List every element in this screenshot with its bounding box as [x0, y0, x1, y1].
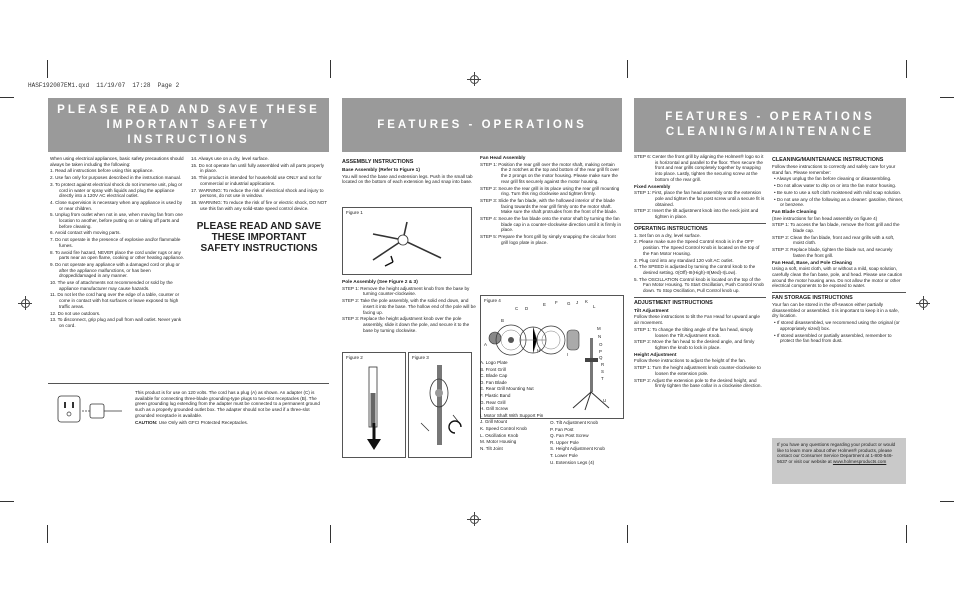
- divider: [48, 383, 329, 384]
- crop-mark: [906, 525, 907, 543]
- list-item: • If stored assembled or partially assembled, remember to protect the fan head from dust.: [774, 332, 892, 344]
- file-slug: HASF192007EM1.qxd 11/19/07 17:28 Page 2: [28, 82, 180, 89]
- assembly-heading: ASSEMBLY INSTRUCTIONS: [342, 159, 414, 165]
- banner-line: FEATURES - OPERATIONS: [377, 118, 587, 131]
- cleaning-column: [772, 154, 906, 345]
- pole-assembly-column: [342, 278, 476, 334]
- list-item: 4. Close supervision is necessary when any appliance is used by or near children.: [50, 199, 183, 211]
- step-item: STEP 1: First, place the fan head assembly onto the extension pole and tighten the fan post screw until a secure fit is obtained.: [634, 190, 765, 207]
- list-item: L. Oscillation Knob: [480, 432, 519, 438]
- list-item: F. Plastic Band: [480, 392, 511, 398]
- figure-letter: U: [603, 398, 607, 403]
- figure-letter: F: [555, 300, 558, 305]
- plug-note: [135, 390, 325, 426]
- figure-letter: R: [601, 362, 605, 367]
- list-item: • Do not use any of the following as a cleaner: gasoline, thinner, or benzene.: [774, 196, 904, 208]
- crop-mark: [627, 525, 628, 543]
- list-item: • Always unplug the fan before cleaning or disassembling.: [774, 176, 892, 182]
- list-item: H. Grill Screw: [480, 406, 509, 412]
- crop-mark: [627, 60, 628, 78]
- tilt-heading: Tilt Adjustment: [634, 308, 669, 314]
- list-item: 7. Do not operate in the presence of explosive and/or flammable fumes.: [50, 237, 181, 248]
- list-item: 9. Do not operate any appliance with a damaged cord or plug or after the appliance malfunctions, or has been dropped/damaged in any manner.: [50, 261, 180, 279]
- step-item: STEP 2: Clean the fan blade, front and rear grills with a soft, moist cloth.: [772, 234, 895, 246]
- caution-text: Use Only with GFCI Protected Receptacles.: [158, 419, 249, 425]
- list-item: I. Motor Shaft With Support Pin: [480, 412, 544, 418]
- list-item: R. Upper Pole: [550, 439, 579, 445]
- list-item: 10. The use of attachments not recommended or sold by the appliance manufacturer may cause hazards.: [50, 280, 173, 291]
- crop-mark: [0, 97, 14, 98]
- operating-heading: OPERATING INSTRUCTIONS: [634, 223, 766, 233]
- list-item: 2. Please make sure the Speed Control Knob is in the OFF position. The Speed Control Knob is located on the top of the Fan Motor Housing.: [634, 239, 760, 256]
- figure-letter: E: [543, 302, 546, 307]
- list-item: U. Extension Legs (4): [550, 459, 595, 465]
- registration-mark-left: [18, 296, 32, 310]
- crop-mark: [47, 60, 48, 78]
- list-item: 14. Always use on a dry, level surface.: [191, 156, 269, 161]
- adjustment-heading: ADJUSTMENT INSTRUCTIONS: [634, 297, 766, 307]
- step-item: STEP 6: Center the front grill by aligning the Holmes® logo so it is horizontal and parallel to the floor. Then secure the front and rear grills completely together by snapping into place. Lastly, tighten the securing screw at the bottom of the rear grill.: [634, 154, 764, 182]
- registration-mark-top: [467, 72, 481, 86]
- crop-mark: [940, 501, 954, 502]
- figure-letter: Q: [599, 355, 603, 360]
- list-item: T. Lower Pole: [550, 452, 578, 458]
- pole-assembly-heading: Pole Assembly (See Figure 2 & 3): [342, 280, 418, 285]
- figure-letter: I: [567, 352, 569, 357]
- safety-column-right: [191, 156, 327, 254]
- contact-text: If you have any questions regarding your product or would like to learn more about other Holmes® products, please contact our Consumer Service Department at 1-800-546-5637 or visit our website at: [777, 442, 896, 465]
- plug-illustration: [52, 390, 130, 430]
- list-item: 15. Do not operate fan until fully assembled with all parts properly in place.: [191, 162, 325, 174]
- list-item: M. Motor Housing: [480, 439, 517, 445]
- figure-label: Figure 1: [346, 210, 363, 215]
- head-base-pole-heading: Fan Head, Base, and Pole Cleaning: [772, 260, 852, 266]
- fan-head-heading: Fan Head Assembly: [480, 156, 526, 161]
- storage-heading: FAN STORAGE INSTRUCTIONS: [772, 292, 906, 302]
- cleaning-heading: CLEANING/MAINTENANCE INSTRUCTIONS: [772, 157, 884, 163]
- list-item: 2. Use fan only for purposes described in the instruction manual.: [50, 175, 181, 181]
- list-item: B. Front Grill: [480, 366, 506, 372]
- list-item: E. Rear Grill Mounting Nut: [480, 386, 534, 392]
- figure-letter: O: [599, 342, 603, 347]
- crop-mark: [330, 525, 331, 543]
- list-item: 12. Do not use outdoors.: [50, 310, 101, 316]
- blade-cleaning-heading: Fan Blade Cleaning: [772, 209, 817, 215]
- step-item: STEP 2: Take the pole assembly, with the solid end down, and insert it into the base. The hollow end of the pole will be facing up.: [342, 298, 476, 315]
- list-item: 8. To avoid fire hazard, NEVER place the cord under rugs or any parts near an open flame, cooking or other heating appliance.: [50, 249, 185, 261]
- figure-letter: D: [525, 306, 529, 311]
- head-base-pole-text: Using a soft, moist cloth, with or without a mild, soap solution, carefully clean the fan base, pole, and head. Please use caution around the motor housing area. Do not allow the motor or other electrical components to be exposed to water.: [772, 266, 903, 289]
- step-item: STEP 3: Slide the fan blade, with the hollowed interior of the blade facing towards the rear grill firmly onto the motor shaft. Make sure the shaft protrudes from the front of the blade.: [480, 197, 618, 215]
- figure-letter: J: [576, 300, 579, 305]
- list-item: 5. Unplug from outlet when not in use, when moving fan from one location to another, before putting on or taking off parts and before cleaning.: [50, 212, 183, 229]
- step-item: STEP 2: Move the fan head to the desired angle, and firmly tighten the knob to lock in place.: [634, 339, 755, 350]
- safety-intro: When using electrical appliances, basic safety precautions should always be taken including the following:: [50, 156, 184, 167]
- base-assembly-heading: Base Assembly (Refer to Figure 1): [342, 168, 420, 173]
- step-item: STEP 1: To change the tilting angle of the fan head, simply loosen the Tilt Adjustment Knob.: [634, 326, 754, 338]
- registration-mark-right: [916, 296, 930, 310]
- list-item: Q. Fan Post Screw: [550, 433, 589, 439]
- contact-box: [772, 438, 906, 484]
- list-item: • Do not allow water to drip on or into the fan motor housing.: [774, 183, 897, 189]
- banner-line: CLEANING/MAINTENANCE: [665, 126, 875, 138]
- step-item: STEP 3: Replace the height adjustment knob over the pole assembly, slide it down the pole, and secure it to the base by turning clockwise.: [342, 316, 470, 333]
- list-item: K. Speed Control Knob: [480, 425, 527, 431]
- safety-banner: [48, 98, 329, 152]
- list-item: 1. Set fan on a dry, level surface.: [634, 232, 701, 238]
- operations-column: [634, 154, 766, 390]
- cleaning-intro: Follow these instructions to correctly and safely care for your stand fan. Please remember:: [772, 164, 896, 175]
- figure-letter: B: [501, 318, 504, 323]
- crop-mark: [906, 60, 907, 78]
- assembly-column: [342, 156, 476, 186]
- list-item: 5. The OSCILLATION Control knob is located on the top of the Fan Motor Housing. To Start Oscillation, Push Control Knob down. To Stop Oscillation, Pull Control knob up.: [634, 276, 764, 294]
- list-item: 1. Read all instructions before using this appliance.: [50, 168, 154, 174]
- banner-line: PLEASE READ AND SAVE THESE: [57, 103, 320, 116]
- list-item: 13. To disconnect, grip plug and pull from wall outlet. Never yank on cord.: [50, 317, 182, 328]
- cleaning-banner: [634, 98, 906, 152]
- list-item: • Be sure to use a soft cloth moistened with mild soap solution.: [774, 189, 902, 195]
- tilt-intro: Follow these instructions to tilt the Fan Head for upward angle air movement.: [634, 314, 760, 326]
- step-item: STEP 2: Adjust the extension pole to the desired height, and firmly tighten the base collar in a clockwise direction.: [634, 377, 762, 389]
- list-item: G. Rear Grill: [480, 399, 506, 405]
- crop-mark: [330, 60, 331, 78]
- list-item: 4. The SPEED is adjusted by turning the control knob to the desired setting. 0(Off)-III(High)-II(Med)-I(Low).: [634, 264, 756, 275]
- list-item: 6. Avoid contact with moving parts.: [50, 230, 121, 236]
- figure-letter: P: [599, 349, 602, 354]
- figure-letter: M: [597, 326, 601, 331]
- figure-letter: N: [598, 334, 602, 339]
- crop-mark: [0, 501, 14, 502]
- fixed-assembly-heading: Fixed Assembly: [634, 184, 671, 190]
- blade-cleaning-intro: (See instructions for fan head assembly on figure 4): [772, 215, 878, 221]
- caution-label: CAUTION:: [135, 419, 158, 425]
- step-item: STEP 1: Remove the height adjustment knob from the base by turning counter-clockwise.: [342, 285, 470, 297]
- step-item: STEP 1: To access the fan blade, remove the front grill and the blade cap.: [772, 222, 900, 234]
- fan-head-column: [480, 154, 622, 247]
- list-item: 3. Plug cord into any standard 120 volt AC outlet.: [634, 257, 734, 263]
- list-item: O. Tilt Adjustment Knob: [550, 420, 599, 425]
- figure-letter: T: [601, 376, 604, 381]
- figure-3: [408, 352, 472, 458]
- step-item: STEP 1: Position the rear grill over the motor shaft, making certain the 2 notches at the top and bottom of the rear grill fit over the 2 prongs on the motor housing. Please make sure the rear grill fits securely against the motor housing.: [480, 161, 619, 184]
- step-item: STEP 4: Secure the fan blade onto the motor shaft by turning the fan blade cap in a counter-clockwise direction until it is firmly in place.: [480, 216, 621, 233]
- figure-letter: L: [593, 304, 596, 309]
- features-banner: [342, 98, 622, 152]
- figure-letter: C: [515, 306, 519, 311]
- height-heading: Height Adjustment: [634, 352, 677, 358]
- registration-mark-bottom: [467, 512, 481, 526]
- crop-mark: [47, 525, 48, 543]
- list-item: 3. To protect against electrical shock do not immerse unit, plug or cord in water or spray with liquids and plug the appliance directly into a 120V AC electrical outlet.: [50, 181, 183, 199]
- list-item: • If stored disassembled, we recommend using the original (or appropriately sized) box.: [774, 320, 900, 331]
- list-item: 11. Do not let the cord hang over the edge of a table, counter or come in contact with hot surfaces or leave exposed to high traffic areas.: [50, 292, 180, 309]
- list-item: N. Tilt Joint: [480, 445, 503, 451]
- base-assembly-text: You will need the base and extension legs. Push in the small tab located on the bottom of each extension leg and snap into base.: [342, 173, 473, 185]
- list-item: 17. WARNING: To reduce the risk of electrical shock and injury to persons, do not use in window.: [191, 187, 324, 199]
- step-item: STEP 2: Insert the tilt adjustment knob into the neck joint and tighten in place.: [634, 208, 759, 220]
- step-item: STEP 5: Prepare the front grill by simply snapping the circular front grill logo plate in place.: [480, 234, 616, 245]
- list-item: J. Grill Mount: [480, 419, 508, 425]
- figure-letter: H: [537, 348, 541, 353]
- crop-mark: [940, 97, 954, 98]
- step-item: STEP 3: Replace blade, tighten the blade nut, and securely fasten the front grill.: [772, 247, 893, 258]
- storage-text: Your fan can be stored in the off-season either partially disassembled or assembled. It is important to keep it in a safe, dry location.: [772, 302, 899, 319]
- figure-letter: A: [484, 342, 487, 347]
- parts-list-right: [550, 420, 622, 466]
- figure-1: [342, 207, 472, 275]
- figure-label: Figure 2: [346, 355, 363, 360]
- website-link[interactable]: www.holmesproducts.com: [832, 459, 887, 465]
- height-intro: Follow these instructions to adjust the height of the fan.: [634, 358, 747, 364]
- safety-column-left: [50, 156, 186, 330]
- list-item: C. Blade Cap: [480, 373, 508, 379]
- save-instructions-heading: PLEASE READ AND SAVE THESE IMPORTANT SAFETY INSTRUCTIONS: [196, 221, 322, 255]
- figure-letter: K: [585, 299, 588, 304]
- figure-2: [342, 352, 406, 458]
- figure-label: Figure 4: [484, 298, 501, 303]
- list-item: D. Fan Blade: [480, 379, 507, 385]
- step-item: STEP 2: Secure the rear grill in its place using the rear grill mounting ring. Turn this ring clockwise and tighten firmly.: [480, 185, 620, 197]
- banner-line: IMPORTANT SAFETY INSTRUCTIONS: [106, 118, 271, 146]
- list-item: A. Logo Plate: [480, 360, 508, 365]
- banner-line: FEATURES - OPERATIONS: [665, 111, 875, 123]
- list-item: 16. This product is intended for household use ONLY and not for commercial or industrial applications.: [191, 175, 322, 186]
- figure-letter: S: [601, 369, 604, 374]
- parts-list-left: [480, 360, 550, 452]
- list-item: S. Height Adjustment Knob: [550, 446, 605, 452]
- plug-note-text: This product is for use on 120 volts. The cord has a plug (A) as shown. An adapter (C) is available for connecting three-blade grounding-type plugs to two-slot receptacles (B). The green grounding lug extending from the adapter must be connected to a permanent ground such as a properly grounded outlet box. The adapter should not be used if a three-slot grounded receptacle is available.: [135, 390, 320, 418]
- list-item: P. Fan Post: [550, 426, 574, 432]
- list-item: 18. WARNING: To reduce the risk of fire or electric shock, DO NOT use this fan with any solid-state speed control device.: [191, 199, 327, 211]
- step-item: STEP 1: Turn the height adjustment knob counter-clockwise to loosen the extension pole.: [634, 365, 761, 376]
- figure-letter: G: [567, 301, 571, 306]
- figure-label: Figure 3: [412, 355, 429, 360]
